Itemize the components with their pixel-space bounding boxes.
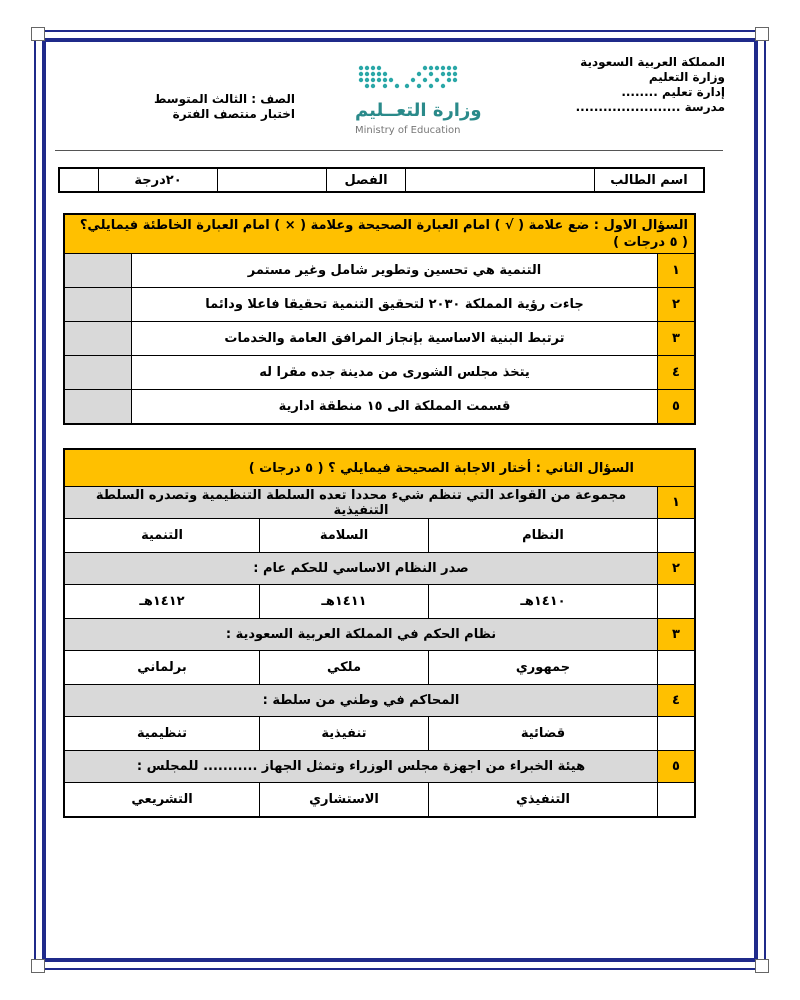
statement-text: التنمية هي تحسين وتطوير شامل وغير مستمر — [132, 254, 658, 288]
question-text: صدر النظام الاساسي للحكم عام : — [64, 553, 658, 585]
options-row — [64, 651, 695, 685]
option-a[interactable]: جمهوري — [429, 651, 658, 685]
header-divider — [55, 150, 723, 151]
answer-box[interactable] — [64, 322, 132, 356]
question-row — [64, 751, 695, 783]
item-number: ١ — [658, 254, 696, 288]
ministry-line: وزارة التعليم — [648, 70, 725, 84]
option-b[interactable]: السلامة — [260, 519, 429, 553]
spacer-cell — [658, 519, 696, 553]
table-row — [64, 254, 695, 288]
exam-info — [145, 92, 295, 122]
statement-text: قسمت المملكة الى ١٥ منطقة ادارية — [132, 390, 658, 425]
spacer-cell — [658, 717, 696, 751]
item-number: ٥ — [658, 751, 696, 783]
class-label: الفصل — [327, 168, 406, 192]
option-a[interactable]: قضائية — [429, 717, 658, 751]
statement-text: جاءت رؤية المملكة ٢٠٣٠ لتحقيق التنمية تحقيقا فاعلا ودائما — [132, 288, 658, 322]
logo-dots-icon — [355, 60, 475, 96]
answer-box[interactable] — [64, 254, 132, 288]
table-row — [64, 288, 695, 322]
school-line: مدرسة ....................... — [575, 100, 725, 114]
student-name-field[interactable] — [406, 168, 595, 192]
option-a[interactable]: التنفيذي — [429, 783, 658, 818]
student-name-label: اسم الطالب — [595, 168, 705, 192]
item-number: ٤ — [658, 685, 696, 717]
option-a[interactable]: ١٤١٠هـ — [429, 585, 658, 619]
item-number: ٣ — [658, 322, 696, 356]
option-a[interactable]: النظام — [429, 519, 658, 553]
option-b[interactable]: الاستشاري — [260, 783, 429, 818]
option-b[interactable]: ملكي — [260, 651, 429, 685]
exam-header — [55, 55, 725, 145]
question-1-table — [63, 213, 696, 425]
option-c[interactable]: برلماني — [64, 651, 260, 685]
question-text: نظام الحكم في المملكة العربية السعودية : — [64, 619, 658, 651]
statement-text: ترتبط البنية الاساسية بإنجاز المرافق العامة والخدمات — [132, 322, 658, 356]
option-b[interactable]: ١٤١١هـ — [260, 585, 429, 619]
option-c[interactable]: تنظيمية — [64, 717, 260, 751]
table-row — [64, 356, 695, 390]
item-number: ٢ — [658, 553, 696, 585]
grade-level: الصف : الثالث المتوسط — [153, 92, 295, 106]
question-1-title: السؤال الاول : ضع علامة ( √ ) امام العبارة الصحيحة وعلامة ( × ) امام العبارة الخاطئة فيمايلي؟ ( ٥ درجات ) — [64, 214, 695, 254]
item-number: ٤ — [658, 356, 696, 390]
directorate-line: إدارة تعليم ........ — [621, 85, 725, 99]
ministry-logo — [295, 58, 485, 140]
grade-field[interactable] — [59, 168, 99, 192]
answer-box[interactable] — [64, 288, 132, 322]
options-row — [64, 717, 695, 751]
class-field[interactable] — [218, 168, 327, 192]
question-2-title: السؤال الثاني : أختار الاجابة الصحيحة فيمايلي ؟ ( ٥ درجات ) — [64, 449, 695, 487]
question-text: مجموعة من القواعد التي تنظم شيء محددا تعده السلطة التنظيمية وتصدره السلطة التنفيذية — [64, 487, 658, 519]
item-number: ٥ — [658, 390, 696, 425]
corner-mark — [755, 959, 769, 973]
options-row — [64, 585, 695, 619]
question-row — [64, 553, 695, 585]
school-info — [525, 55, 725, 115]
spacer-cell — [658, 585, 696, 619]
option-c[interactable]: التنمية — [64, 519, 260, 553]
spacer-cell — [658, 783, 696, 818]
exam-type: اختبار منتصف الفترة — [172, 107, 295, 121]
item-number: ٢ — [658, 288, 696, 322]
statement-text: يتخذ مجلس الشورى من مدينة جده مقرا له — [132, 356, 658, 390]
item-number: ٣ — [658, 619, 696, 651]
logo-english-text: Ministry of Education — [355, 125, 461, 136]
logo-arabic-text: وزارة التعــليم — [355, 100, 482, 121]
question-row — [64, 487, 695, 519]
option-c[interactable]: ١٤١٢هـ — [64, 585, 260, 619]
total-grade-label: ٢٠درجة — [99, 168, 218, 192]
corner-mark — [755, 27, 769, 41]
answer-box[interactable] — [64, 390, 132, 425]
option-b[interactable]: تنفيذية — [260, 717, 429, 751]
table-row — [64, 390, 695, 425]
spacer-cell — [658, 651, 696, 685]
student-info-table — [58, 167, 705, 193]
question-text: هيئة الخبراء من اجهزة مجلس الوزراء وتمثل الجهاز ........... للمجلس : — [64, 751, 658, 783]
question-text: المحاكم في وطني من سلطة : — [64, 685, 658, 717]
option-c[interactable]: التشريعي — [64, 783, 260, 818]
country-line: المملكة العربية السعودية — [580, 55, 725, 69]
answer-box[interactable] — [64, 356, 132, 390]
item-number: ١ — [658, 487, 696, 519]
question-2-table — [63, 448, 696, 818]
question-row — [64, 619, 695, 651]
question-row — [64, 685, 695, 717]
corner-mark — [31, 27, 45, 41]
table-row — [64, 322, 695, 356]
corner-mark — [31, 959, 45, 973]
options-row — [64, 783, 695, 818]
options-row — [64, 519, 695, 553]
